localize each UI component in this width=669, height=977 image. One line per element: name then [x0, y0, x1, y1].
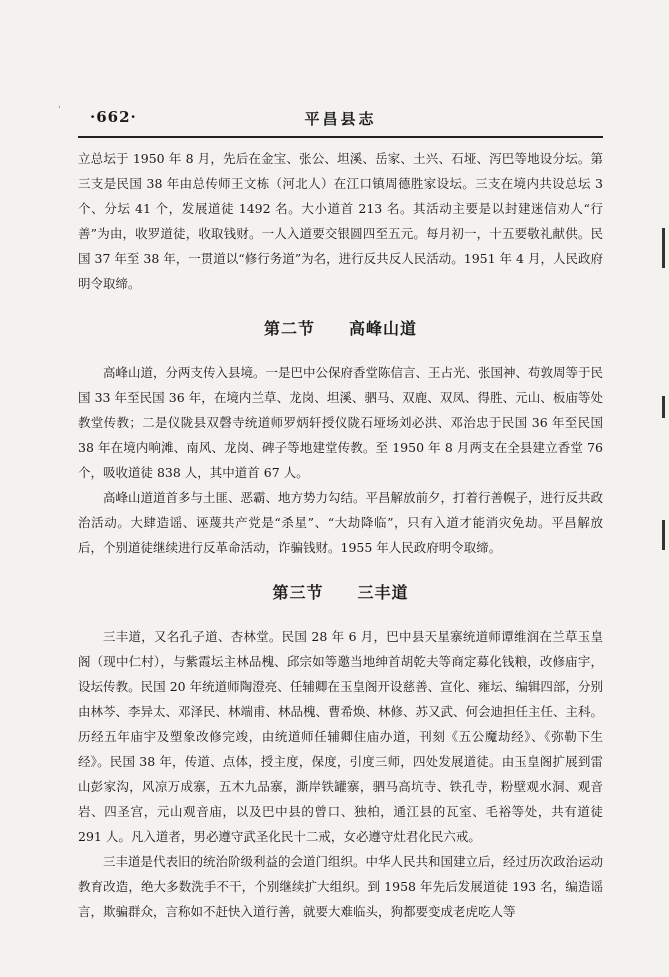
- section-title: 高峰山道: [349, 319, 418, 338]
- binding-edge-mark: [662, 396, 665, 418]
- paragraph: 高峰山道，分两支传入县境。一是巴中公保府香堂陈信言、王占光、张国神、苟敦周等于民国 33 年至民国 36 年，在境内兰草、龙岗、坦溪、驷马、双鹿、双凤、得胜、元山、板庙等处教堂传教；二是仪陇县双磬寺统道师罗炳轩授仪陇石垭场刘必洪、邓治忠于民国 36 年至民国 38 年在境内响滩、南风、龙岗、碑子等地建堂传教。至 1950 年 8 月两支在全县建立香堂 76 个，吸收道徒 838 人，其中道首 67 人。: [78, 365, 604, 480]
- section-heading: [78, 580, 603, 606]
- paragraph: 高峰山道道首多与土匪、恶霸、地方势力勾结。平昌解放前夕，打着行善幌子，进行反共政治活动。大肆造谣、诬蔑共产党是“杀星”、“大劫降临”，只有入道才能消灾免劫。平昌解放后，个别道徒继续进行反革命活动，诈骗钱财。1955 年人民政府明令取缔。: [78, 490, 604, 555]
- section-number: 第三节: [272, 583, 324, 602]
- running-header: [78, 108, 603, 132]
- paragraph: 三丰道，又名孔子道、杏林堂。民国 28 年 6 月，巴中县天星寨统道师谭维润在兰草玉皇阁（现中仁村），与紫霞坛主林品槐、邱宗如等邀当地绅首胡乾夫等商定募化钱粮，改修庙宇，设坛传教。民国 20 年统道师陶澄亮、任辅卿在玉皇阁开设慈善、宣化、雍坛、编辑四部，分别由林芩、李异太、邓泽民、林端甫、林品槐、曹希焕、林修、苏又武、何会迪担任主任、主科。历经五年庙宇及塑象改修完竣，由统道师任辅卿住庙办道，刊刻《五公魔劫经》、《弥勒下生经》。民国 38 年，传道、点体，授主度，保度，引度三师，四处发展道徒。由玉皇阁扩展到雷山彭家沟，风凉万成寨，五木九品寨，澌岸铁罐寨，驷马高坑寺、铁孔寺，粉壁观水洞、观音岩、四圣宫，元山观音庙，以及巴中县的曾口、独柏，通江县的瓦室、毛裕等处，共有道徒 291 人。凡入道者，男必遵守武圣化民十二戒，女必遵守灶君化民六戒。: [78, 629, 604, 844]
- book-title: 平昌县志: [304, 110, 377, 128]
- margin-dot: ·: [58, 103, 61, 113]
- page-number: ·662·: [90, 108, 137, 126]
- paragraph: 三丰道是代表旧的统治阶级利益的会道门组织。中华人民共和国建立后，经过历次政治运动教育改造，绝大多数洗手不干，个别继续扩大组织。到 1958 年先后发展道徒 193 名，编造谣言，欺骗群众，言称如不赶快入道行善，就要大难临头，狗都要变成老虎吃人等: [78, 854, 604, 919]
- binding-edge-mark: [662, 228, 665, 268]
- body-text: [78, 146, 603, 924]
- paragraph: 立总坛于 1950 年 8 月，先后在金宝、张公、坦溪、岳家、土兴、石垭、泻巴等地设分坛。第三支是民国 38 年由总传师王文栋（河北人）在江口镇周德胜家设坛。三支在境内共设总坛 3 个、分坛 41 个，发展道徒 1492 名。大小道首 213 名。其活动主要是以封建迷信劝人“行善”为由，收罗道徒，收取钱财。一人入道要交银圆四至五元。每月初一，十五要敬礼献供。民国 37 年至 38 年，一贯道以“修行务道”为名，进行反共反人民活动。1951 年 4 月，人民政府明令取缔。: [78, 151, 603, 291]
- binding-edge-mark: [662, 520, 665, 550]
- section-title: 三丰道: [357, 583, 409, 602]
- section-heading: [78, 316, 603, 342]
- section-number: 第二节: [263, 319, 315, 338]
- header-divider: [78, 136, 603, 138]
